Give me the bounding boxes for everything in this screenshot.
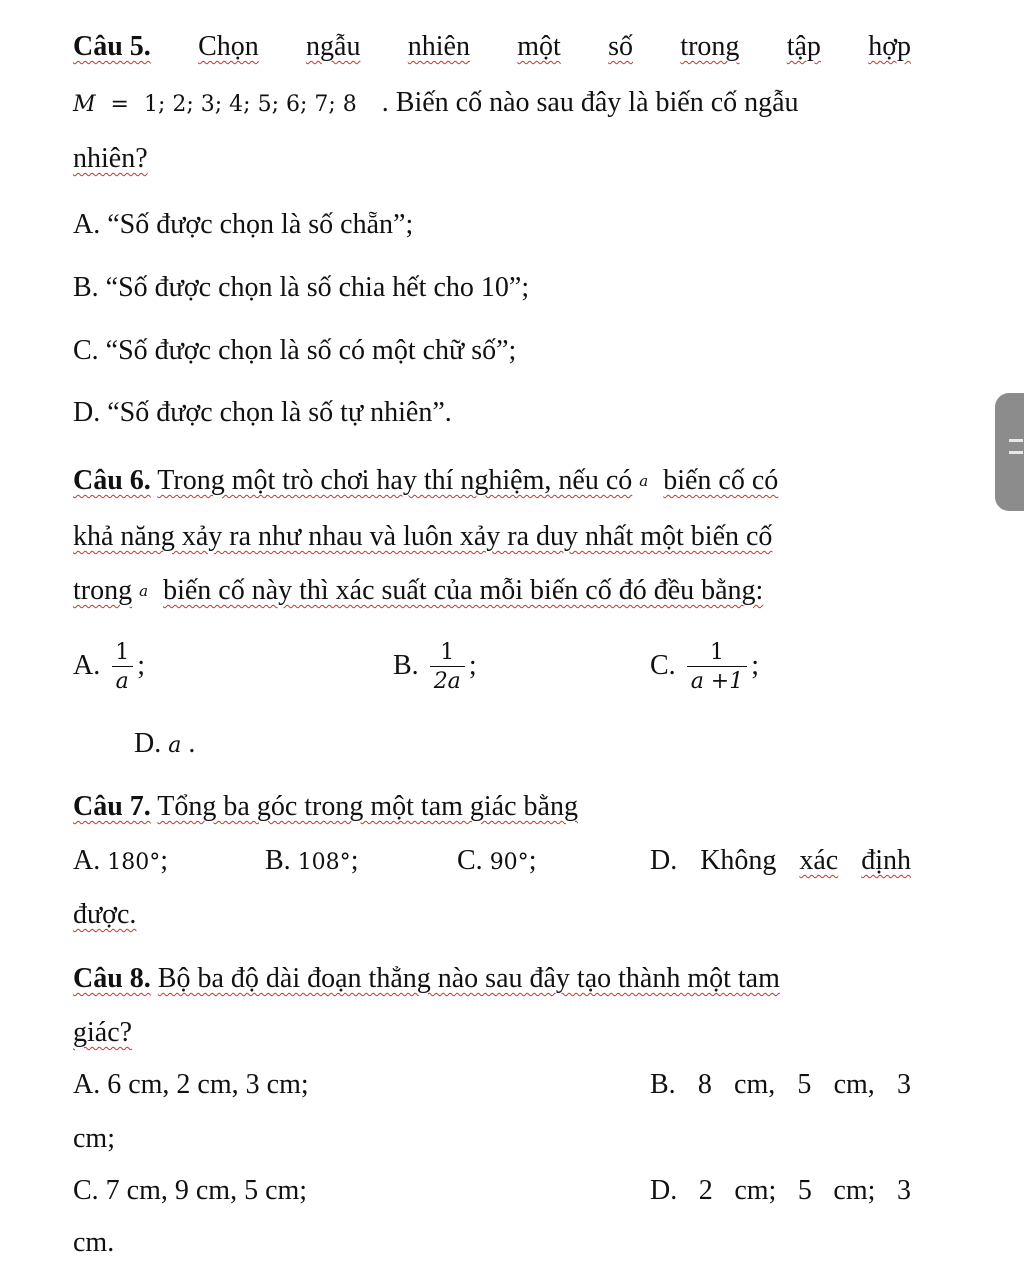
q6-line-3 xyxy=(73,574,911,608)
q8-option-d xyxy=(650,1174,911,1208)
q8-option-d-cont: cm. xyxy=(73,1227,115,1258)
q5-word: trong xyxy=(680,31,740,62)
q8-option-d-part: 2 xyxy=(698,1175,713,1206)
fraction-denominator: a +1 xyxy=(687,666,748,695)
q8-option-b-part: 5 xyxy=(797,1069,812,1100)
q8-option-b-part: 3 xyxy=(896,1069,911,1100)
q5-set-eq: = xyxy=(110,92,129,117)
q7-option-b-label: B. xyxy=(265,845,291,876)
q7-option-b xyxy=(265,844,358,880)
q6-option-b-label: B. xyxy=(393,649,419,681)
q6-option-d-tail: . xyxy=(188,728,196,759)
q5-option-c-text: C. “Số được chọn là số có một chữ số”; xyxy=(73,335,517,366)
q7-option-d xyxy=(650,844,911,878)
q5-label: Câu 5. xyxy=(73,31,151,62)
q8-option-b-part: 8 xyxy=(697,1069,712,1100)
q6-stem-part: Trong một trò chơi hay thí nghiệm, nếu có xyxy=(157,465,633,496)
q8-option-d-part: 5 xyxy=(797,1175,812,1206)
q5-set-name: M xyxy=(73,92,96,117)
q6-option-a xyxy=(73,640,145,695)
q6-option-b-fraction xyxy=(430,640,465,695)
q6-option-b-tail: ; xyxy=(468,649,477,681)
q5-option-d-text: D. “Số được chọn là số tự nhiên”. xyxy=(73,397,452,428)
q7-option-c xyxy=(457,844,536,880)
q6-stem-part: biến cố này thì xác suất của mỗi biến cố đó đều bằng: xyxy=(163,575,764,606)
q6-option-c-tail: ; xyxy=(751,649,760,681)
q8-option-c-text: C. 7 cm, 9 cm, 5 cm; xyxy=(73,1175,308,1206)
q7-option-b-tail: ; xyxy=(350,845,359,876)
q5-word: ngẫu xyxy=(306,31,361,62)
q7-stem: Tổng ba góc trong một tam giác bằng xyxy=(157,791,578,822)
q5-option-d xyxy=(73,396,911,430)
fraction-denominator: 2a xyxy=(430,666,465,695)
q6-var-a: a xyxy=(139,582,149,600)
q8-label: Câu 8. xyxy=(73,963,151,994)
q5-option-b xyxy=(73,271,911,305)
q7-option-c-value: 90° xyxy=(489,850,529,875)
q8-option-a xyxy=(73,1068,309,1102)
q6-var-a: a xyxy=(639,472,649,490)
q5-word: một xyxy=(517,31,561,62)
q8-option-b-continued xyxy=(73,1122,911,1156)
q8-option-b-cont: cm; xyxy=(73,1123,115,1154)
q5-word: số xyxy=(608,31,634,62)
handle-grip-line xyxy=(1009,439,1023,442)
q7-option-c-label: C. xyxy=(457,845,483,876)
q7-option-b-value: 108° xyxy=(297,850,351,875)
q7-option-d-label: D. xyxy=(650,845,678,876)
q5-line-3 xyxy=(73,142,911,176)
q7-option-a-label: A. xyxy=(73,845,101,876)
handle-grip-line xyxy=(1009,451,1023,454)
q7-option-a xyxy=(73,844,168,880)
q6-option-c-label: C. xyxy=(650,649,676,681)
q8-stem: Bộ ba độ dài đoạn thẳng nào sau đây tạo thành một tam xyxy=(157,963,780,994)
q5-option-a-text: A. “Số được chọn là số chẵn”; xyxy=(73,209,414,240)
q7-option-a-tail: ; xyxy=(160,845,169,876)
q6-line-2 xyxy=(73,520,911,554)
q6-option-a-label: A. xyxy=(73,649,101,681)
q5-option-a xyxy=(73,208,911,242)
q8-option-b xyxy=(650,1068,911,1102)
q5-line-1 xyxy=(73,30,911,64)
q6-stem-line-2: khả năng xảy ra như nhau và luôn xảy ra duy nhất một biến cố xyxy=(73,521,773,552)
q7-option-d-word: xác xyxy=(799,845,839,876)
q7-line-1 xyxy=(73,790,911,824)
q7-option-d-word: định xyxy=(861,845,911,876)
q6-option-a-tail: ; xyxy=(137,649,146,681)
q5-set-values: 1; 2; 3; 4; 5; 6; 7; 8 xyxy=(143,92,357,117)
q5-word: nhiên xyxy=(407,31,470,62)
q6-option-a-fraction xyxy=(111,640,133,695)
q6-option-d xyxy=(134,727,195,763)
q5-line-2 xyxy=(73,86,911,122)
fraction-denominator: a xyxy=(112,666,133,695)
q5-option-b-text: B. “Số được chọn là số chia hết cho 10”; xyxy=(73,272,530,303)
q6-option-d-var: a xyxy=(168,733,182,758)
q8-option-b-part: cm, xyxy=(833,1069,875,1100)
q8-option-d-part: 3 xyxy=(896,1175,911,1206)
q7-option-d-word: Không xyxy=(700,845,777,876)
edge-panel-handle[interactable] xyxy=(995,393,1024,511)
q7-option-a-value: 180° xyxy=(107,850,161,875)
q6-line-1 xyxy=(73,464,911,498)
q8-line-1 xyxy=(73,962,911,996)
q5-set-expression xyxy=(73,92,364,117)
q5-word: tập xyxy=(786,31,821,62)
q7-label: Câu 7. xyxy=(73,791,151,822)
q7-option-c-tail: ; xyxy=(528,845,537,876)
q5-word: hợp xyxy=(868,31,911,62)
q5-stem-end: nhiên? xyxy=(73,143,148,174)
q5-stem-rest: . Biến cố nào sau đây là biến cố ngẫu xyxy=(381,87,799,118)
q8-stem-end: giác? xyxy=(73,1017,133,1048)
fraction-numerator: 1 xyxy=(709,640,724,665)
q8-line-2 xyxy=(73,1016,911,1050)
q7-option-d-continued xyxy=(73,898,911,932)
q8-option-a-text: A. 6 cm, 2 cm, 3 cm; xyxy=(73,1069,309,1100)
q8-option-c xyxy=(73,1174,307,1208)
q6-option-c xyxy=(650,640,759,695)
q6-stem-part: biến cố có xyxy=(663,465,779,496)
q6-stem-part: trong xyxy=(73,575,133,606)
q8-option-b-part: B. xyxy=(650,1069,676,1100)
q7-option-d-cont: được. xyxy=(73,899,137,930)
q5-option-c xyxy=(73,334,911,368)
q6-option-b xyxy=(393,640,477,695)
fraction-numerator: 1 xyxy=(440,640,455,665)
q6-label: Câu 6. xyxy=(73,465,151,496)
q8-option-d-part: cm; xyxy=(833,1175,876,1206)
q6-option-c-fraction xyxy=(687,640,748,695)
q6-option-d-label: D. xyxy=(134,728,162,759)
q8-option-d-part: cm; xyxy=(734,1175,777,1206)
q5-word: Chọn xyxy=(198,31,259,62)
q8-option-b-part: cm, xyxy=(734,1069,776,1100)
q8-option-d-part: D. xyxy=(650,1175,678,1206)
q8-option-d-continued xyxy=(73,1226,911,1260)
fraction-numerator: 1 xyxy=(115,640,130,665)
